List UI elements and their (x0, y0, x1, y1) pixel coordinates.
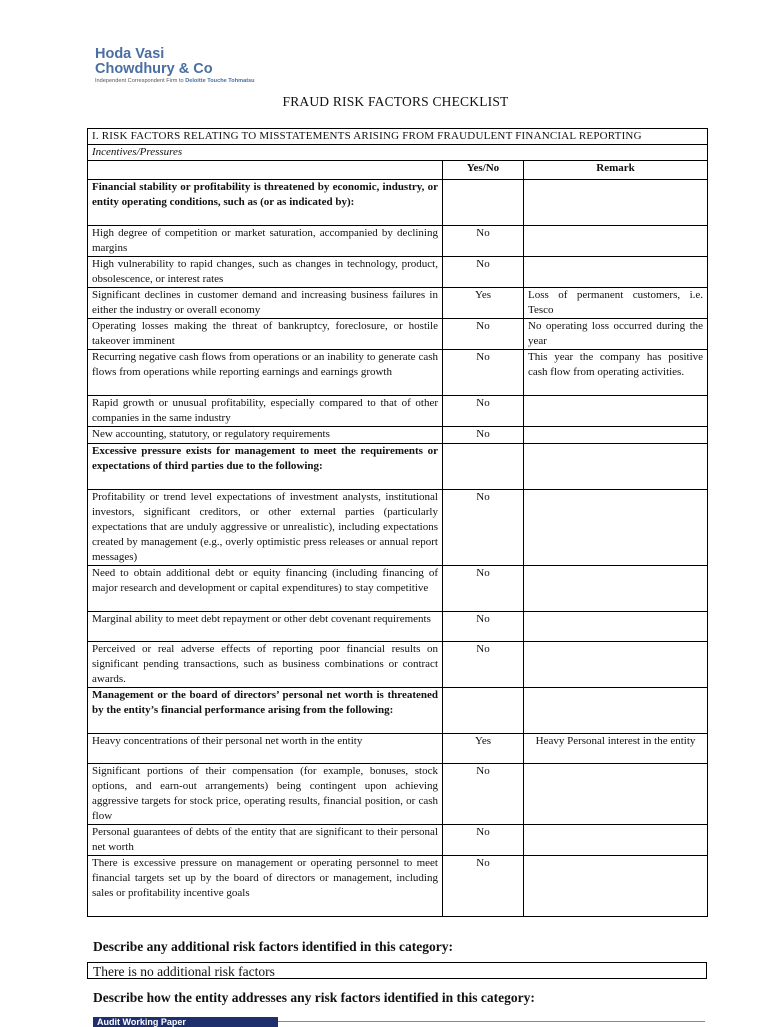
remark-cell[interactable] (524, 396, 708, 427)
remark-cell[interactable]: Loss of permanent customers, i.e. Tesco (524, 288, 708, 319)
logo-line-1: Hoda Vasi (95, 46, 165, 62)
yes-no-cell[interactable]: No (443, 257, 524, 288)
table-row (88, 566, 708, 612)
risk-factor: High degree of competition or market saturation, accompanied by declining margins (88, 226, 443, 257)
risk-factor: High vulnerability to rapid changes, such as changes in technology, product, obsolescence, or interest rates (88, 257, 443, 288)
header-blank (88, 161, 443, 180)
risk-category: Management or the board of directors’ personal net worth is threatened by the entity’s financial performance arising from the following: (88, 688, 443, 734)
table-row (88, 490, 708, 566)
table-row (88, 856, 708, 917)
risk-factor: Profitability or trend level expectations of investment analysts, institutional investors, significant creditors, or other external parties (particularly expectations that are unduly aggressive or unrealistic), including expectations created by management (e.g., overly optimistic press releases or annual report messages) (88, 490, 443, 566)
footer-label: Audit Working Paper (97, 1017, 186, 1027)
risk-factor: Operating losses making the threat of bankruptcy, foreclosure, or hostile takeover imminent (88, 319, 443, 350)
remark-cell[interactable] (524, 444, 708, 490)
yes-no-cell[interactable]: Yes (443, 288, 524, 319)
footer-banner (93, 1017, 278, 1027)
remark-cell[interactable] (524, 612, 708, 642)
logo-tagline-brand: Deloitte Touche Tohmatsu (185, 78, 255, 84)
table-row (88, 444, 708, 490)
remark-cell[interactable] (524, 427, 708, 444)
footer-divider (278, 1021, 705, 1022)
risk-factor: Heavy concentrations of their personal net worth in the entity (88, 734, 443, 764)
header-yes-no: Yes/No (443, 161, 524, 180)
risk-factor: Significant portions of their compensation (for example, bonuses, stock options, and earn-out arrangements) being contingent upon achieving aggressive targets for stock price, operating results, financial position, or cash flow (88, 764, 443, 825)
table-row (88, 734, 708, 764)
yes-no-cell[interactable]: No (443, 566, 524, 612)
table-row (88, 612, 708, 642)
yes-no-cell[interactable]: No (443, 856, 524, 917)
risk-category: Financial stability or profitability is threatened by economic, industry, or entity operating conditions, such as (or as indicated by): (88, 180, 443, 226)
yes-no-cell[interactable]: No (443, 319, 524, 350)
risk-factor: Perceived or real adverse effects of reporting poor financial results on significant pending transactions, such as business combinations or contract awards. (88, 642, 443, 688)
remark-cell[interactable] (524, 566, 708, 612)
risk-factor: Recurring negative cash flows from operations or an inability to generate cash flows from operations while reporting earnings and earnings growth (88, 350, 443, 396)
risk-factor: Need to obtain additional debt or equity financing (including financing of major research and development or capital expenditures) to stay competitive (88, 566, 443, 612)
remark-cell[interactable] (524, 764, 708, 825)
yes-no-cell[interactable]: No (443, 490, 524, 566)
remark-cell[interactable] (524, 490, 708, 566)
remark-cell[interactable] (524, 226, 708, 257)
describe-addresses-prompt: Describe how the entity addresses any risk factors identified in this category: (93, 990, 535, 1005)
logo-tagline-prefix: Independent Correspondent Firm to (95, 78, 186, 84)
table-row (88, 642, 708, 688)
risk-category: Excessive pressure exists for management to meet the requirements or expectations of third parties due to the following: (88, 444, 443, 490)
table-row (88, 427, 708, 444)
document-title: FRAUD RISK FACTORS CHECKLIST (282, 94, 509, 109)
logo-tagline (95, 78, 255, 84)
table-row (88, 257, 708, 288)
yes-no-cell[interactable]: No (443, 350, 524, 396)
yes-no-cell[interactable]: No (443, 642, 524, 688)
describe-additional-prompt: Describe any additional risk factors identified in this category: (93, 939, 453, 954)
table-row (88, 180, 708, 226)
firm-logo (95, 47, 255, 84)
remark-cell[interactable]: Heavy Personal interest in the entity (524, 734, 708, 764)
yes-no-cell[interactable] (443, 444, 524, 490)
risk-factor: Significant declines in customer demand and increasing business failures in either the industry or overall economy (88, 288, 443, 319)
yes-no-cell[interactable]: No (443, 612, 524, 642)
table-row (88, 825, 708, 856)
section-subheading: Incentives/Pressures (88, 145, 708, 161)
table-row (88, 396, 708, 427)
remark-cell[interactable] (524, 825, 708, 856)
remark-cell[interactable] (524, 688, 708, 734)
yes-no-cell[interactable]: Yes (443, 734, 524, 764)
risk-factor: Marginal ability to meet debt repayment or other debt covenant requirements (88, 612, 443, 642)
table-row (88, 226, 708, 257)
table-row (88, 688, 708, 734)
remark-cell[interactable] (524, 180, 708, 226)
risk-factors-table (87, 128, 708, 917)
yes-no-cell[interactable]: No (443, 396, 524, 427)
remark-cell[interactable] (524, 642, 708, 688)
remark-cell[interactable] (524, 856, 708, 917)
yes-no-cell[interactable]: No (443, 226, 524, 257)
remark-cell[interactable]: This year the company has positive cash flow from operating activities. (524, 350, 708, 396)
yes-no-cell[interactable] (443, 688, 524, 734)
yes-no-cell[interactable]: No (443, 764, 524, 825)
risk-factor: Rapid growth or unusual profitability, especially compared to that of other companies in the same industry (88, 396, 443, 427)
risk-factor: New accounting, statutory, or regulatory requirements (88, 427, 443, 444)
additional-factors-answer[interactable]: There is no additional risk factors (87, 962, 707, 979)
header-remark: Remark (524, 161, 708, 180)
table-row (88, 319, 708, 350)
yes-no-cell[interactable] (443, 180, 524, 226)
section-title: I. RISK FACTORS RELATING TO MISSTATEMENTS ARISING FROM FRAUDULENT FINANCIAL REPORTING (88, 129, 708, 145)
table-row (88, 288, 708, 319)
table-row (88, 350, 708, 396)
remark-cell[interactable]: No operating loss occurred during the year (524, 319, 708, 350)
yes-no-cell[interactable]: No (443, 427, 524, 444)
logo-line-2: Chowdhury & Co (95, 61, 213, 77)
table-row (88, 764, 708, 825)
remark-cell[interactable] (524, 257, 708, 288)
risk-factor: There is excessive pressure on management or operating personnel to meet financial targets set up by the board of directors or management, including sales or profitability incentive goals (88, 856, 443, 917)
yes-no-cell[interactable]: No (443, 825, 524, 856)
risk-factor: Personal guarantees of debts of the entity that are significant to their personal net worth (88, 825, 443, 856)
